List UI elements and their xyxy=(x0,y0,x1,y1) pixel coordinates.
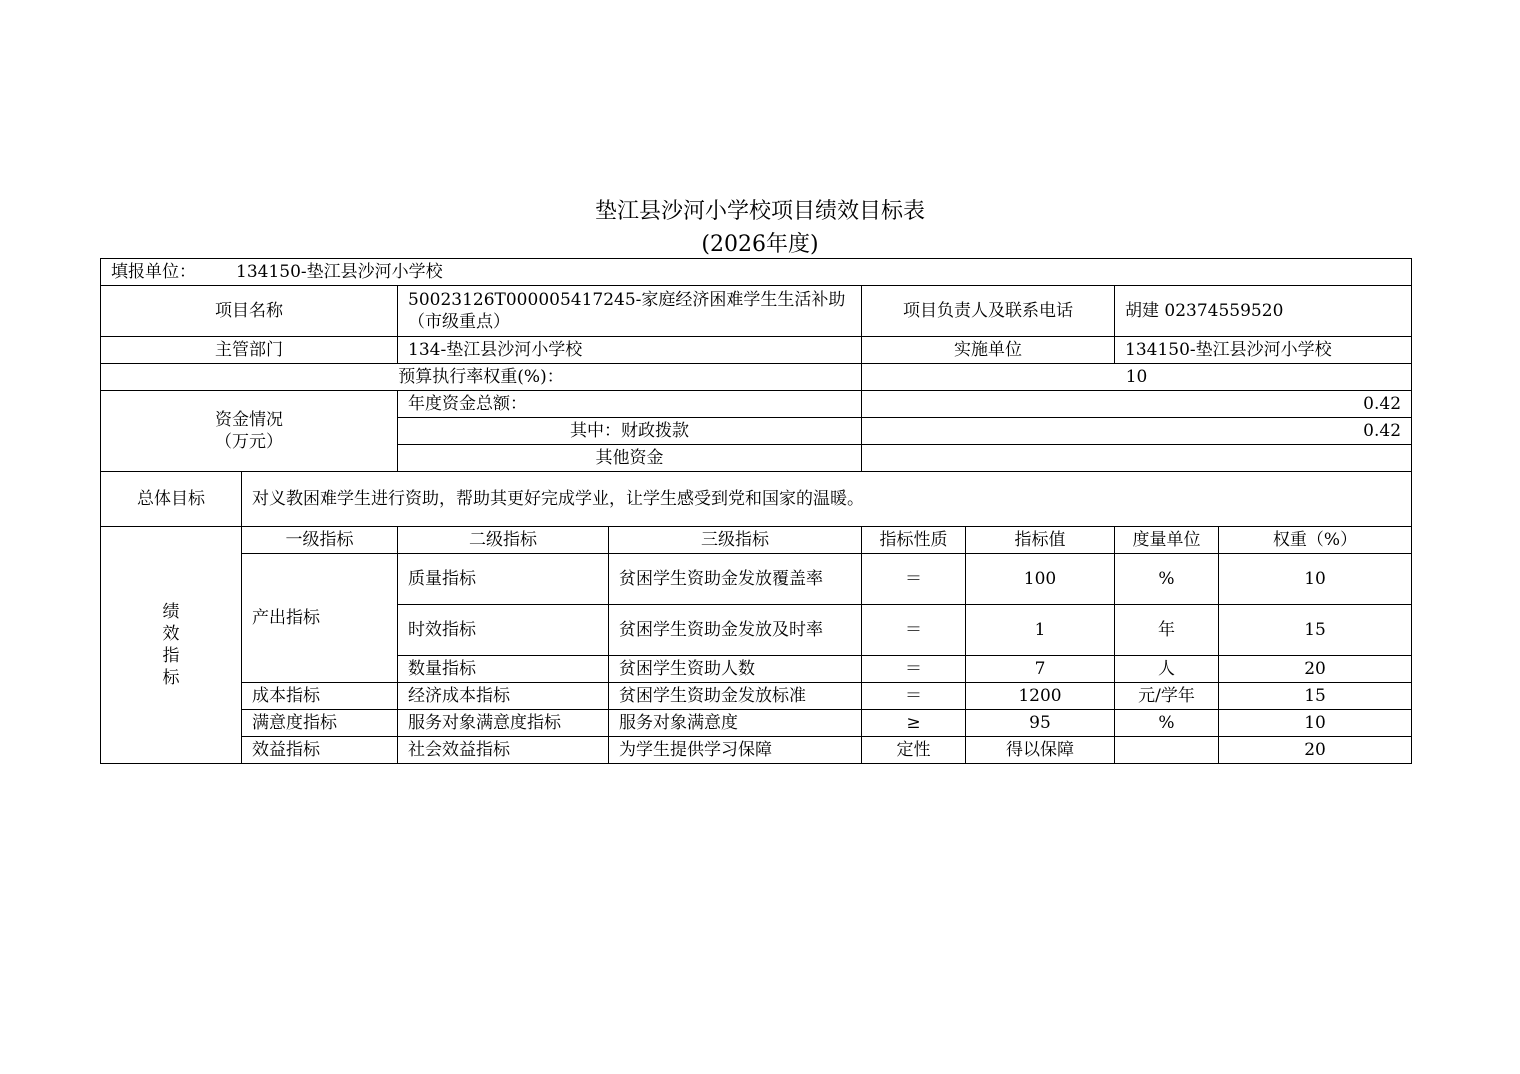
contact-value: 胡建 02374559520 xyxy=(1115,286,1412,337)
value-cell: 1200 xyxy=(966,683,1115,710)
funds-other-value xyxy=(862,445,1412,472)
value-cell: 7 xyxy=(966,656,1115,683)
nature-cell: ＝ xyxy=(862,683,966,710)
level3-cell: 贫困学生资助金发放及时率 xyxy=(609,605,862,656)
nature-cell: ＝ xyxy=(862,605,966,656)
funds-fiscal-label: 其中：财政拨款 xyxy=(398,418,862,445)
unit-cell: 人 xyxy=(1115,656,1219,683)
funds-label-line2: （万元） xyxy=(215,432,283,452)
funds-other-label: 其他资金 xyxy=(398,445,862,472)
department-row xyxy=(101,337,1412,364)
perf-label-char: 标 xyxy=(162,668,180,688)
value-cell: 1 xyxy=(966,605,1115,656)
impl-value: 134150-垫江县沙河小学校 xyxy=(1115,337,1412,364)
value-cell: 100 xyxy=(966,554,1115,605)
impl-label: 实施单位 xyxy=(862,337,1115,364)
funds-label xyxy=(101,391,398,472)
funds-label-line1: 资金情况 xyxy=(215,410,283,430)
nature-cell: ≥ xyxy=(862,710,966,737)
unit-cell: % xyxy=(1115,554,1219,605)
funds-total-row xyxy=(101,391,1412,418)
indicator-row xyxy=(101,554,1412,605)
funds-total-value: 0.42 xyxy=(862,391,1412,418)
unit-cell: % xyxy=(1115,710,1219,737)
reporting-unit-value: 134150-垫江县沙河小学校 xyxy=(236,262,443,282)
weight-cell: 15 xyxy=(1219,605,1412,656)
page-title: 垫江县沙河小学校项目绩效目标表 xyxy=(594,199,925,224)
level2-cell: 服务对象满意度指标 xyxy=(398,710,609,737)
indicator-row xyxy=(101,737,1412,764)
page-subtitle: (2026年度) xyxy=(701,232,819,257)
header-level2: 二级指标 xyxy=(398,527,609,554)
budget-weight-label: 预算执行率权重(%)： xyxy=(101,364,862,391)
nature-cell: ＝ xyxy=(862,656,966,683)
perf-label-char: 效 xyxy=(162,624,180,644)
performance-target-table xyxy=(100,258,1412,764)
level3-cell: 服务对象满意度 xyxy=(609,710,862,737)
funds-total-label: 年度资金总额： xyxy=(398,391,862,418)
header-nature: 指标性质 xyxy=(862,527,966,554)
perf-label-char: 指 xyxy=(162,646,180,666)
level2-cell: 社会效益指标 xyxy=(398,737,609,764)
overall-goal-value: 对义教困难学生进行资助，帮助其更好完成学业，让学生感受到党和国家的温暖。 xyxy=(242,472,1412,527)
budget-weight-value: 10 xyxy=(862,364,1412,391)
indicator-row xyxy=(101,683,1412,710)
level3-cell: 贫困学生资助金发放覆盖率 xyxy=(609,554,862,605)
level2-cell: 时效指标 xyxy=(398,605,609,656)
weight-cell: 10 xyxy=(1219,710,1412,737)
weight-cell: 20 xyxy=(1219,737,1412,764)
level1-cell: 满意度指标 xyxy=(242,710,398,737)
contact-label: 项目负责人及联系电话 xyxy=(862,286,1115,337)
unit-cell: 年 xyxy=(1115,605,1219,656)
unit-cell xyxy=(1115,737,1219,764)
header-value: 指标值 xyxy=(966,527,1115,554)
header-level1: 一级指标 xyxy=(242,527,398,554)
level3-cell: 为学生提供学习保障 xyxy=(609,737,862,764)
level1-cell: 产出指标 xyxy=(242,554,398,683)
level2-cell: 数量指标 xyxy=(398,656,609,683)
overall-goal-row xyxy=(101,472,1412,527)
overall-goal-label: 总体目标 xyxy=(101,472,242,527)
dept-value: 134-垫江县沙河小学校 xyxy=(398,337,862,364)
weight-cell: 20 xyxy=(1219,656,1412,683)
header-weight: 权重（%） xyxy=(1219,527,1412,554)
level2-cell: 质量指标 xyxy=(398,554,609,605)
perf-indicator-label xyxy=(101,527,242,764)
indicator-header-row xyxy=(101,527,1412,554)
level3-cell: 贫困学生资助人数 xyxy=(609,656,862,683)
unit-cell: 元/学年 xyxy=(1115,683,1219,710)
level1-cell: 成本指标 xyxy=(242,683,398,710)
dept-label: 主管部门 xyxy=(101,337,398,364)
value-cell: 95 xyxy=(966,710,1115,737)
reporting-unit-cell xyxy=(101,259,1412,286)
funds-fiscal-value: 0.42 xyxy=(862,418,1412,445)
value-cell: 得以保障 xyxy=(966,737,1115,764)
project-name-label: 项目名称 xyxy=(101,286,398,337)
budget-weight-row xyxy=(101,364,1412,391)
reporting-unit-row xyxy=(101,259,1412,286)
nature-cell: 定性 xyxy=(862,737,966,764)
reporting-unit-label: 填报单位： xyxy=(111,262,196,282)
project-name-row xyxy=(101,286,1412,337)
weight-cell: 15 xyxy=(1219,683,1412,710)
level3-cell: 贫困学生资助金发放标准 xyxy=(609,683,862,710)
weight-cell: 10 xyxy=(1219,554,1412,605)
perf-label-char: 绩 xyxy=(162,602,180,622)
project-name-value: 50023126T000005417245-家庭经济困难学生生活补助（市级重点） xyxy=(398,286,862,337)
header-level3: 三级指标 xyxy=(609,527,862,554)
indicator-row xyxy=(101,710,1412,737)
level1-cell: 效益指标 xyxy=(242,737,398,764)
nature-cell: ＝ xyxy=(862,554,966,605)
header-unit: 度量单位 xyxy=(1115,527,1219,554)
level2-cell: 经济成本指标 xyxy=(398,683,609,710)
